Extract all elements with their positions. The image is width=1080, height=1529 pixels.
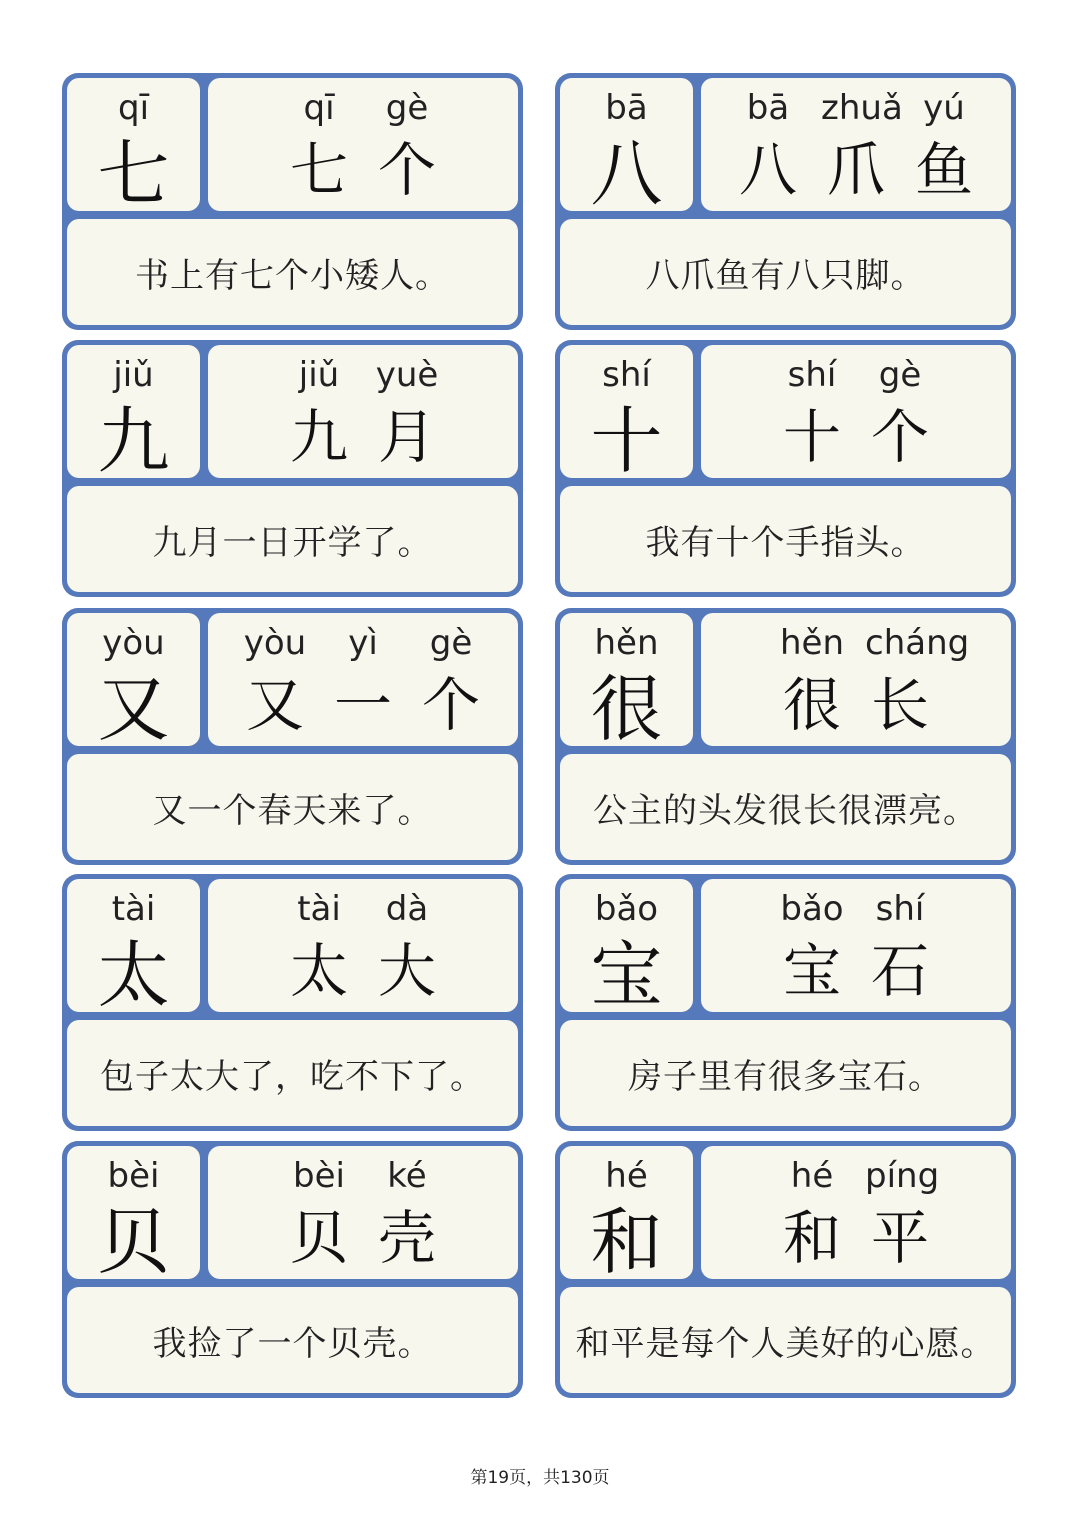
word-cell xyxy=(208,78,518,211)
flashcard xyxy=(555,73,1016,330)
character-cell xyxy=(67,879,200,1017)
word-syllable-pinyin: jiǔ xyxy=(298,355,340,395)
example-sentence: 八爪鱼有八只脚。 xyxy=(645,255,926,296)
word-cell xyxy=(701,345,1011,478)
word-syllable-pinyin: yuè xyxy=(375,355,439,395)
word-syllable-pinyin: shí xyxy=(787,355,837,395)
sentence-cell xyxy=(67,219,518,325)
character-hanzi: 八 xyxy=(590,132,663,216)
word-syllable-hanzi: 长 xyxy=(870,671,929,739)
word-hanzi-row xyxy=(208,671,518,739)
character-hanzi: 太 xyxy=(97,933,170,1017)
word-syllable-hanzi: 八 xyxy=(738,136,797,204)
character-pinyin: hé xyxy=(605,1156,648,1196)
word-syllable-pinyin: yì xyxy=(348,623,378,663)
word-syllable-hanzi: 鱼 xyxy=(914,136,973,204)
word-syllable-hanzi: 个 xyxy=(421,671,480,739)
character-pinyin: jiǔ xyxy=(113,355,154,395)
character-hanzi: 很 xyxy=(590,667,663,751)
word-syllable-pinyin: hěn xyxy=(779,623,844,663)
word-syllable-pinyin: gè xyxy=(878,355,922,395)
word-syllable-hanzi: 个 xyxy=(377,136,436,204)
character-pinyin: shí xyxy=(602,355,651,395)
word-pinyin-row xyxy=(208,889,518,929)
flashcard xyxy=(555,340,1016,597)
sentence-cell xyxy=(67,1287,518,1393)
character-cell xyxy=(560,613,693,751)
word-syllable-hanzi: 月 xyxy=(377,403,436,471)
word-hanzi-row xyxy=(208,403,518,471)
example-sentence: 又一个春天来了。 xyxy=(152,790,433,831)
word-syllable-pinyin: bǎo xyxy=(780,889,844,929)
word-syllable-pinyin: bā xyxy=(746,88,790,128)
character-hanzi: 和 xyxy=(590,1200,663,1284)
word-cell xyxy=(208,613,518,746)
sentence-cell xyxy=(67,754,518,860)
word-cell xyxy=(701,78,1011,211)
word-pinyin-row xyxy=(208,88,518,128)
word-syllable-hanzi: 贝 xyxy=(289,1204,348,1272)
word-cell xyxy=(208,345,518,478)
word-cell xyxy=(701,1146,1011,1279)
character-cell xyxy=(560,78,693,216)
word-syllable-hanzi: 一 xyxy=(333,671,392,739)
word-hanzi-row xyxy=(208,136,518,204)
word-syllable-hanzi: 十 xyxy=(782,403,841,471)
word-cell xyxy=(701,879,1011,1012)
character-cell xyxy=(67,1146,200,1284)
word-syllable-hanzi: 爪 xyxy=(826,136,885,204)
word-pinyin-row xyxy=(208,355,518,395)
character-hanzi: 十 xyxy=(590,399,663,483)
sentence-cell xyxy=(560,219,1011,325)
word-syllable-pinyin: dà xyxy=(385,889,429,929)
character-pinyin: tài xyxy=(111,889,156,929)
word-syllable-hanzi: 宝 xyxy=(782,937,841,1005)
character-pinyin: qī xyxy=(117,88,150,128)
example-sentence: 公主的头发很长很漂亮。 xyxy=(593,790,978,831)
flashcard xyxy=(555,874,1016,1131)
word-syllable-pinyin: gè xyxy=(429,623,473,663)
word-hanzi-row xyxy=(701,937,1011,1005)
example-sentence: 九月一日开学了。 xyxy=(152,522,433,563)
word-syllable-pinyin: yòu xyxy=(243,623,307,663)
word-hanzi-row xyxy=(208,1204,518,1272)
word-syllable-pinyin: cháng xyxy=(865,623,970,663)
sentence-cell xyxy=(560,486,1011,592)
word-pinyin-row xyxy=(701,355,1011,395)
word-syllable-pinyin: píng xyxy=(865,1156,940,1196)
word-cell xyxy=(208,1146,518,1279)
word-syllable-pinyin: tài xyxy=(297,889,341,929)
word-pinyin-row xyxy=(701,623,1011,663)
word-pinyin-row xyxy=(701,1156,1011,1196)
word-hanzi-row xyxy=(701,1204,1011,1272)
flashcard xyxy=(62,608,523,865)
word-syllable-hanzi: 和 xyxy=(782,1204,841,1272)
character-cell xyxy=(67,345,200,483)
word-hanzi-row xyxy=(701,671,1011,739)
sentence-cell xyxy=(560,754,1011,860)
character-pinyin: yòu xyxy=(102,623,165,663)
example-sentence: 包子太大了，吃不下了。 xyxy=(100,1056,485,1097)
flashcard xyxy=(555,608,1016,865)
word-hanzi-row xyxy=(701,136,1011,204)
word-pinyin-row xyxy=(701,889,1011,929)
flashcard xyxy=(62,874,523,1131)
word-syllable-pinyin: yú xyxy=(923,88,965,128)
word-syllable-hanzi: 壳 xyxy=(377,1204,436,1272)
word-hanzi-row xyxy=(208,937,518,1005)
character-cell xyxy=(560,345,693,483)
word-pinyin-row xyxy=(701,88,1011,128)
character-pinyin: bā xyxy=(605,88,648,128)
word-syllable-hanzi: 个 xyxy=(870,403,929,471)
word-syllable-pinyin: shí xyxy=(875,889,925,929)
character-pinyin: bǎo xyxy=(594,889,659,929)
sentence-cell xyxy=(560,1287,1011,1393)
word-syllable-pinyin: gè xyxy=(385,88,429,128)
character-hanzi: 宝 xyxy=(590,933,663,1017)
character-hanzi: 七 xyxy=(97,132,170,216)
word-syllable-hanzi: 很 xyxy=(782,671,841,739)
sentence-cell xyxy=(67,1020,518,1126)
example-sentence: 书上有七个小矮人。 xyxy=(135,255,450,296)
page-number: 第19页，共130页 xyxy=(470,1468,610,1488)
example-sentence: 房子里有很多宝石。 xyxy=(628,1056,943,1097)
example-sentence: 我有十个手指头。 xyxy=(645,522,926,563)
character-cell xyxy=(67,613,200,751)
word-syllable-pinyin: qī xyxy=(303,88,335,128)
flashcard xyxy=(62,1141,523,1398)
flashcard xyxy=(62,340,523,597)
sentence-cell xyxy=(560,1020,1011,1126)
character-pinyin: hěn xyxy=(594,623,659,663)
word-syllable-pinyin: hé xyxy=(790,1156,834,1196)
word-syllable-pinyin: bèi xyxy=(293,1156,345,1196)
example-sentence: 我捡了一个贝壳。 xyxy=(152,1323,433,1364)
word-syllable-hanzi: 九 xyxy=(289,403,348,471)
word-cell xyxy=(701,613,1011,746)
character-hanzi: 贝 xyxy=(97,1200,170,1284)
character-hanzi: 九 xyxy=(97,399,170,483)
word-pinyin-row xyxy=(208,623,518,663)
word-syllable-hanzi: 七 xyxy=(289,136,348,204)
character-cell xyxy=(560,879,693,1017)
example-sentence: 和平是每个人美好的心愿。 xyxy=(575,1323,996,1364)
word-pinyin-row xyxy=(208,1156,518,1196)
word-syllable-hanzi: 又 xyxy=(245,671,304,739)
word-syllable-hanzi: 大 xyxy=(377,937,436,1005)
word-syllable-pinyin: zhuǎ xyxy=(821,88,903,128)
word-syllable-hanzi: 石 xyxy=(870,937,929,1005)
character-hanzi: 又 xyxy=(97,667,170,751)
flashcard xyxy=(62,73,523,330)
character-cell xyxy=(67,78,200,216)
sentence-cell xyxy=(67,486,518,592)
word-syllable-hanzi: 平 xyxy=(870,1204,929,1272)
word-hanzi-row xyxy=(701,403,1011,471)
character-pinyin: bèi xyxy=(107,1156,160,1196)
flashcard xyxy=(555,1141,1016,1398)
word-syllable-pinyin: ké xyxy=(387,1156,427,1196)
word-cell xyxy=(208,879,518,1012)
word-syllable-hanzi: 太 xyxy=(289,937,348,1005)
character-cell xyxy=(560,1146,693,1284)
